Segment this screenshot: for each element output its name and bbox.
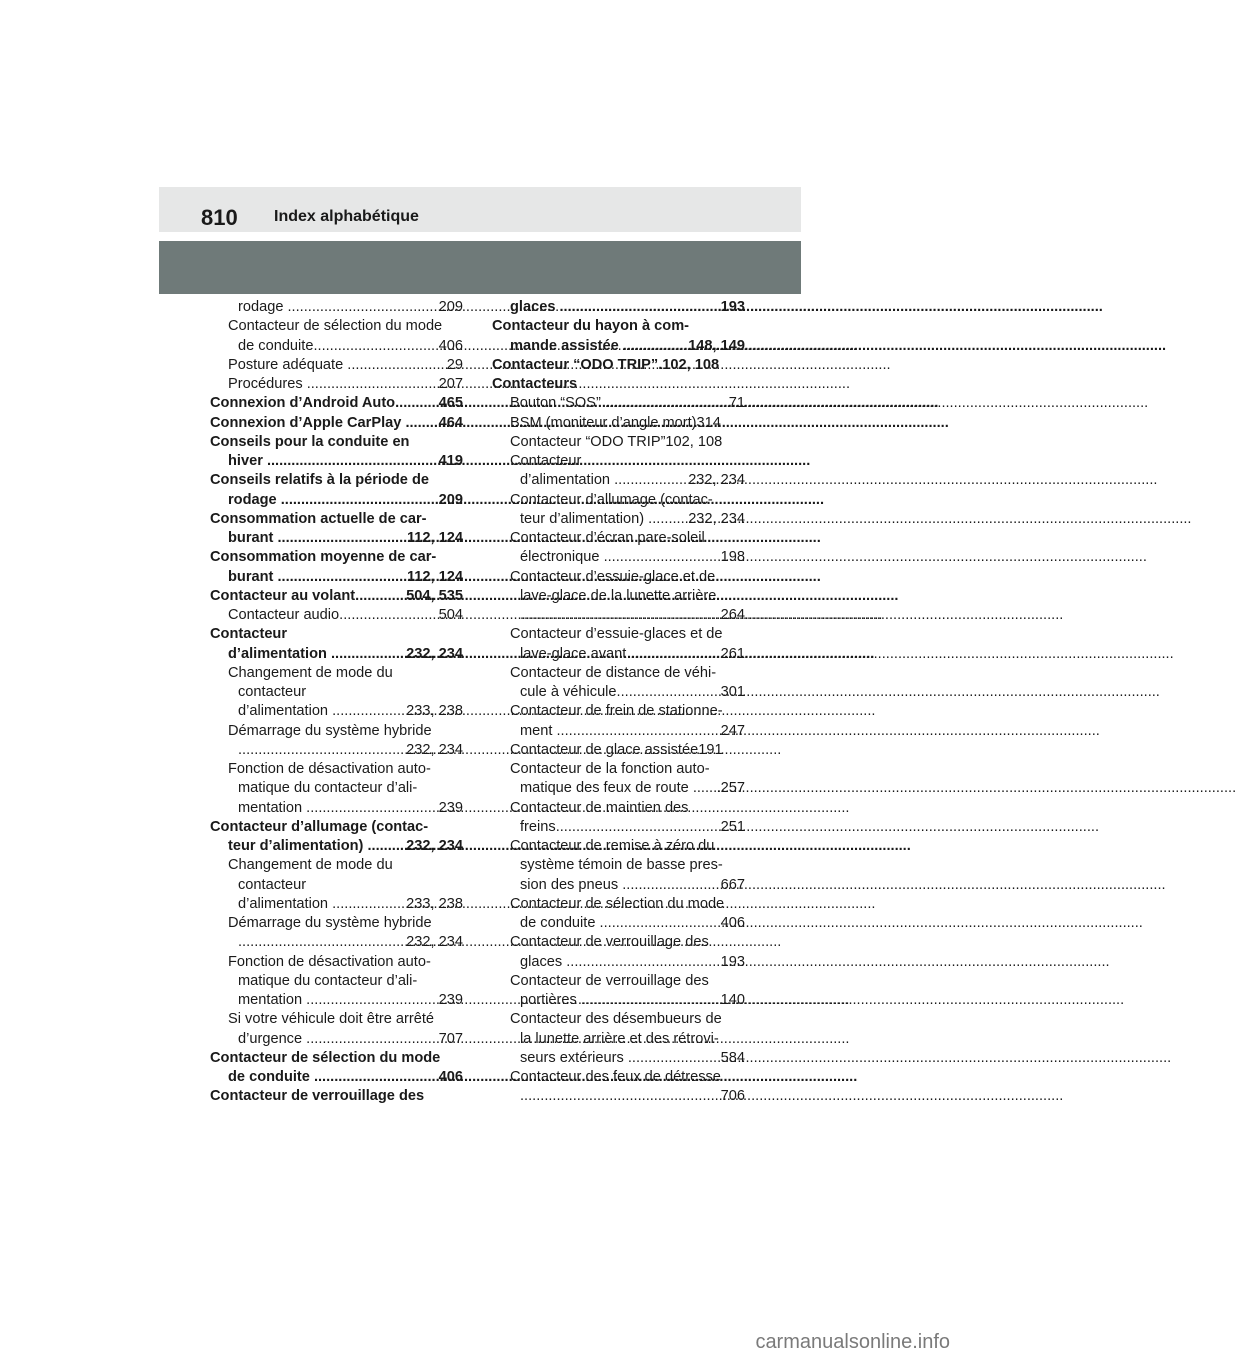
- index-entry: [210, 933, 463, 952]
- index-entry: [492, 953, 745, 972]
- index-entry: [210, 1068, 463, 1087]
- index-page-ref: 301: [720, 684, 745, 700]
- dot-leader: [560, 298, 721, 317]
- index-entry-text: rodage: [238, 299, 288, 315]
- index-entry: [210, 452, 463, 471]
- dot-leader: [277, 568, 402, 587]
- index-page-ref: 251: [720, 818, 745, 835]
- index-entry-text: Contacteur de distance de véhi-: [510, 664, 717, 681]
- index-entry-text: d’alimentation: [238, 703, 333, 720]
- index-page-ref: 464: [434, 414, 463, 431]
- index-entry: [492, 876, 745, 895]
- index-entry: [210, 606, 463, 625]
- index-entry-text: Contacteur de verrouillage des: [210, 1088, 425, 1105]
- dot-leader: [605, 394, 729, 413]
- header-band: [159, 241, 801, 294]
- index-entry: [210, 760, 463, 779]
- index-entry: [492, 683, 745, 702]
- index-entry-text: matique du contacteur d’ali-: [238, 972, 418, 989]
- index-entry: [492, 1030, 745, 1049]
- index-entry: [210, 510, 463, 529]
- index-entry: [492, 356, 745, 375]
- index-page-ref: 232, 234: [688, 510, 745, 527]
- index-entry: [210, 779, 463, 798]
- dot-leader: [630, 645, 720, 664]
- index-entry: [492, 1087, 745, 1106]
- index-page-ref: 232, 234: [402, 645, 463, 662]
- dot-leader: [306, 799, 434, 818]
- index-entry: [492, 991, 745, 1010]
- index-entry: [492, 337, 745, 356]
- index-entry: [210, 529, 463, 548]
- index-entry-text: glaces: [520, 953, 567, 970]
- index-entry: [492, 491, 745, 510]
- index-entry-text: Démarrage du système hybride: [228, 722, 432, 739]
- index-entry: [492, 914, 745, 933]
- index-page-ref: .257: [716, 780, 745, 797]
- index-entry-text: Conseils pour la conduite en: [210, 433, 410, 450]
- dot-leader: [395, 394, 434, 413]
- index-entry: [210, 876, 463, 895]
- index-entry-text: Bouton “SOS”: [510, 395, 605, 412]
- index-entry: [492, 664, 745, 683]
- index-entry-text: Contacteur de glace assistée191: [510, 741, 723, 758]
- index-entry-text: portières: [520, 992, 581, 1008]
- index-page-ref: 239: [434, 799, 463, 816]
- index-entry-text: Contacteur: [210, 626, 288, 643]
- index-column-left: [210, 298, 463, 1107]
- dot-leader: [693, 779, 717, 798]
- index-entry-text: Contacteur de la fonction auto-: [510, 761, 710, 777]
- index-entry-text: de conduite: [520, 915, 600, 931]
- index-page-ref: 239: [434, 992, 463, 1008]
- index-page-ref: 261: [720, 645, 745, 662]
- index-entry-text: d’alimentation: [520, 472, 615, 489]
- index-entry: [210, 1087, 463, 1106]
- index-entry: [210, 1030, 463, 1049]
- dot-leader: [313, 337, 434, 356]
- dot-leader: [622, 876, 720, 895]
- index-entry: [492, 933, 745, 952]
- index-entry-text: électronique: [520, 549, 604, 566]
- index-entry: [210, 317, 463, 336]
- index-page-ref: 264: [720, 607, 745, 623]
- index-entry-text: matique des feux de route: [520, 780, 693, 797]
- index-entry: [210, 914, 463, 933]
- index-page-ref: 419: [434, 453, 463, 469]
- index-page-ref: 504: [434, 607, 463, 623]
- index-entry-text: d’alimentation: [228, 645, 331, 662]
- index-entry: [210, 741, 463, 760]
- index-entry: [492, 452, 745, 471]
- index-entry-text: teur d’alimentation): [228, 838, 368, 854]
- dot-leader: [306, 991, 434, 1010]
- index-entry: [492, 471, 745, 490]
- index-entry: [492, 587, 745, 606]
- index-entry-text: lave-glace de la lunette arrière: [520, 587, 717, 604]
- index-entry-text: seurs extérieurs: [520, 1049, 628, 1066]
- index-entry-text: Conseils relatifs à la période de: [210, 472, 429, 489]
- dot-leader: [347, 356, 442, 375]
- dot-leader: [520, 606, 721, 625]
- dot-leader: [267, 452, 435, 471]
- index-page-ref: 706: [720, 1088, 745, 1105]
- index-entry: [210, 433, 463, 452]
- index-page-ref: 232, 234: [402, 934, 463, 951]
- dot-leader: [314, 1068, 435, 1087]
- index-entry-text: Contacteurs: [492, 376, 578, 392]
- index-entry: [210, 394, 463, 413]
- index-entry-text: Contacteur audio: [228, 607, 340, 623]
- index-entry: [210, 491, 463, 510]
- index-entry: [492, 510, 745, 529]
- index-entry-text: Contacteur des feux de détresse: [510, 1069, 721, 1085]
- index-entry: [210, 645, 463, 664]
- index-entry: [210, 471, 463, 490]
- index-entry-text: Contacteur de remise à zéro du: [510, 838, 715, 854]
- index-entry-text: Contacteur de frein de stationne-: [510, 703, 723, 720]
- dot-leader: [339, 606, 434, 625]
- index-entry-text: Fonction de désactivation auto-: [228, 953, 431, 970]
- index-entry: [210, 356, 463, 375]
- index-entry: [210, 587, 463, 606]
- index-entry-text: Posture adéquate: [228, 356, 348, 373]
- index-page-ref: 465: [434, 395, 463, 412]
- index-entry: [492, 972, 745, 991]
- index-entry: [492, 856, 745, 875]
- index-page-ref: 140: [720, 992, 745, 1008]
- index-entry-text: Contacteur “ODO TRIP”102, 108: [510, 433, 723, 450]
- dot-leader: [617, 683, 721, 702]
- index-page-ref: 406: [434, 337, 463, 354]
- index-entry: [210, 625, 463, 644]
- dot-leader: [238, 741, 402, 760]
- index-entry-text: matique du contacteur d’ali-: [238, 780, 418, 797]
- index-entry-text: cule à véhicule: [520, 684, 617, 700]
- index-entry: [210, 895, 463, 914]
- index-entry-text: Contacteur de sélection du mode: [210, 1049, 441, 1066]
- index-entry: [492, 433, 745, 452]
- index-page-ref: 207: [434, 376, 463, 392]
- index-entry: [492, 779, 745, 798]
- dot-leader: [367, 837, 402, 856]
- index-entry: [210, 298, 463, 317]
- index-entry-text: Contacteur: [510, 453, 582, 469]
- index-entry: [210, 818, 463, 837]
- index-entry: [492, 529, 745, 548]
- index-entry: [492, 625, 745, 644]
- index-entry-text: ment: [520, 722, 557, 739]
- index-entry: [492, 799, 745, 818]
- index-entry-text: de conduite: [228, 1069, 314, 1085]
- page-number: 810: [201, 205, 238, 230]
- index-entry: [210, 683, 463, 702]
- index-entry: [210, 1049, 463, 1068]
- index-entry: [492, 702, 745, 721]
- index-entry-text: système témoin de basse pres-: [520, 857, 723, 874]
- index-page-ref: 209: [434, 491, 463, 508]
- index-entry-text: Connexion d’Apple CarPlay: [210, 414, 406, 431]
- index-entry: [210, 664, 463, 683]
- dot-leader: [355, 587, 402, 606]
- index-entry-text: teur d’alimentation): [520, 510, 649, 527]
- index-entry: [492, 548, 745, 567]
- dot-leader: [331, 645, 402, 664]
- index-page-ref: 148, 149: [688, 337, 745, 354]
- index-page-ref: 193: [720, 299, 745, 315]
- index-entry-text: d’alimentation: [238, 895, 333, 912]
- dot-leader: [556, 818, 721, 837]
- index-entry-text: BSM (moniteur d’angle mort)314: [510, 414, 721, 431]
- index-entry-text: Connexion d’Android Auto: [210, 395, 396, 412]
- index-entry: [210, 337, 463, 356]
- index-page-ref: 232, 234: [402, 741, 463, 758]
- index-entry: [210, 375, 463, 394]
- index-entry-text: Fonction de désactivation auto-: [228, 761, 431, 777]
- index-entry-text: de conduite: [238, 337, 314, 354]
- dot-leader: [307, 375, 435, 394]
- dot-leader: [623, 337, 688, 356]
- dot-leader: [581, 991, 721, 1010]
- dot-leader: [566, 953, 720, 972]
- index-entry: [492, 818, 745, 837]
- index-entry: [210, 722, 463, 741]
- index-page-ref: 584: [720, 1049, 745, 1066]
- index-entry-text: Contacteur de verrouillage des: [510, 972, 709, 989]
- index-page-ref: 707: [434, 1030, 463, 1047]
- index-entry: [210, 799, 463, 818]
- index-entry-text: freins: [520, 818, 556, 835]
- index-entry-text: Démarrage du système hybride: [228, 915, 432, 931]
- index-entry: [492, 722, 745, 741]
- index-entry: [210, 953, 463, 972]
- index-entry: [492, 568, 745, 587]
- index-entry-text: Contacteur de sélection du mode: [228, 318, 443, 335]
- index-entry-text: Procédures: [228, 376, 307, 392]
- index-entry-text: Changement de mode du: [228, 857, 393, 874]
- index-entry: [210, 568, 463, 587]
- index-entry: [492, 394, 745, 413]
- index-entry-text: burant: [228, 530, 278, 546]
- index-entry: [210, 972, 463, 991]
- dot-leader: [628, 1049, 721, 1068]
- index-entry-text: glaces: [510, 299, 560, 315]
- index-page-ref: 232, 234: [688, 472, 745, 489]
- index-entry: [492, 837, 745, 856]
- index-entry: [492, 741, 745, 760]
- index-entry-text: Contacteur du hayon à com-: [492, 318, 690, 335]
- index-entry-text: Changement de mode du: [228, 664, 393, 681]
- index-page-ref: 406: [720, 915, 745, 931]
- dot-leader: [604, 548, 721, 567]
- index-page-ref: 198: [720, 549, 745, 566]
- index-entry-text: sion des pneus: [520, 876, 623, 893]
- index-entry-text: Contacteur d’allumage (contac-: [510, 491, 713, 508]
- index-entry: [492, 1049, 745, 1068]
- index-entry: [492, 317, 745, 336]
- watermark: carmanualsonline.info: [755, 1331, 950, 1353]
- index-entry: [492, 1010, 745, 1029]
- index-page-ref: 233, 238: [402, 703, 463, 720]
- index-entry-text: Contacteur d’allumage (contac-: [210, 818, 429, 835]
- index-entry-text: Contacteur de maintien des: [510, 799, 689, 816]
- index-entry-text: Contacteur d’essuie-glaces et de: [510, 626, 723, 643]
- index-page-ref: 209: [434, 299, 463, 315]
- index-entry-text: Contacteur des désembueurs de: [510, 1011, 722, 1028]
- index-entry-text: Contacteur de verrouillage des: [510, 934, 709, 951]
- index-entry-text: Consommation actuelle de car-: [210, 510, 427, 527]
- index-entry: [492, 375, 745, 394]
- dot-leader: [614, 471, 688, 490]
- index-entry: [492, 760, 745, 779]
- index-entry-text: contacteur: [238, 876, 307, 893]
- index-entry-text: Consommation moyenne de car-: [210, 549, 437, 566]
- index-entry: [210, 837, 463, 856]
- index-page-ref: 232, 234: [402, 838, 463, 854]
- index-entry: [492, 606, 745, 625]
- index-page-ref: 29: [442, 356, 463, 373]
- index-page-ref: 667: [720, 876, 745, 893]
- index-entry-text: hiver: [228, 453, 267, 469]
- index-entry-text: Contacteur d’écran pare-soleil: [510, 530, 705, 546]
- index-entry-text: d’urgence: [238, 1030, 307, 1047]
- index-page-ref: 247: [720, 722, 745, 739]
- index-page-ref: 71: [728, 395, 745, 412]
- index-entry-text: la lunette arrière et des rétrovi-: [520, 1030, 719, 1047]
- index-page-ref: 504, 535: [402, 587, 463, 604]
- index-entry-text: contacteur: [238, 684, 307, 700]
- dot-leader: [405, 414, 434, 433]
- index-entry: [492, 645, 745, 664]
- index-page-ref: 193: [720, 953, 745, 970]
- index-entry-text: Contacteur “ODO TRIP”.102, 108: [492, 356, 720, 373]
- dot-leader: [520, 1087, 721, 1106]
- index-entry-text: mentation: [238, 799, 307, 816]
- page-header: [159, 187, 801, 232]
- index-entry: [210, 856, 463, 875]
- index-page-ref: 112, 124: [402, 568, 463, 585]
- index-entry: [210, 414, 463, 433]
- index-entry-text: burant: [228, 568, 278, 585]
- index-entry: [492, 1068, 745, 1087]
- dot-leader: [306, 1030, 434, 1049]
- dot-leader: [332, 895, 402, 914]
- dot-leader: [288, 298, 435, 317]
- index-page-ref: 406: [434, 1069, 463, 1085]
- index-entry-text: Contacteur au volant: [210, 587, 356, 604]
- index-entry-text: lave-glace avant: [520, 645, 631, 662]
- index-entry-text: Contacteur d’essuie-glace et de: [510, 568, 716, 585]
- dot-leader: [648, 510, 688, 529]
- dot-leader: [557, 722, 721, 741]
- index-page-ref: 233, 238: [402, 895, 463, 912]
- index-entry-text: Contacteur de sélection du mode: [510, 895, 725, 912]
- index-entry-text: Si votre véhicule doit être arrêté: [228, 1011, 435, 1028]
- dot-leader: [332, 702, 402, 721]
- index-column-right: [492, 298, 745, 1107]
- index-entry: [492, 298, 745, 317]
- index-entry-text: rodage: [228, 491, 281, 508]
- index-entry: [492, 414, 745, 433]
- section-title: Index alphabétique: [274, 208, 419, 225]
- index-entry: [210, 548, 463, 567]
- dot-leader: [281, 491, 435, 510]
- dot-leader: [600, 914, 721, 933]
- index-entry: [210, 1010, 463, 1029]
- index-entry: [492, 895, 745, 914]
- index-page-ref: 112, 124: [402, 530, 463, 546]
- dot-leader: [277, 529, 402, 548]
- dot-leader: [238, 933, 402, 952]
- index-entry: [210, 991, 463, 1010]
- index-entry: [210, 702, 463, 721]
- index-entry-text: mentation: [238, 992, 307, 1008]
- index-entry-text: mande assistée: [510, 337, 623, 354]
